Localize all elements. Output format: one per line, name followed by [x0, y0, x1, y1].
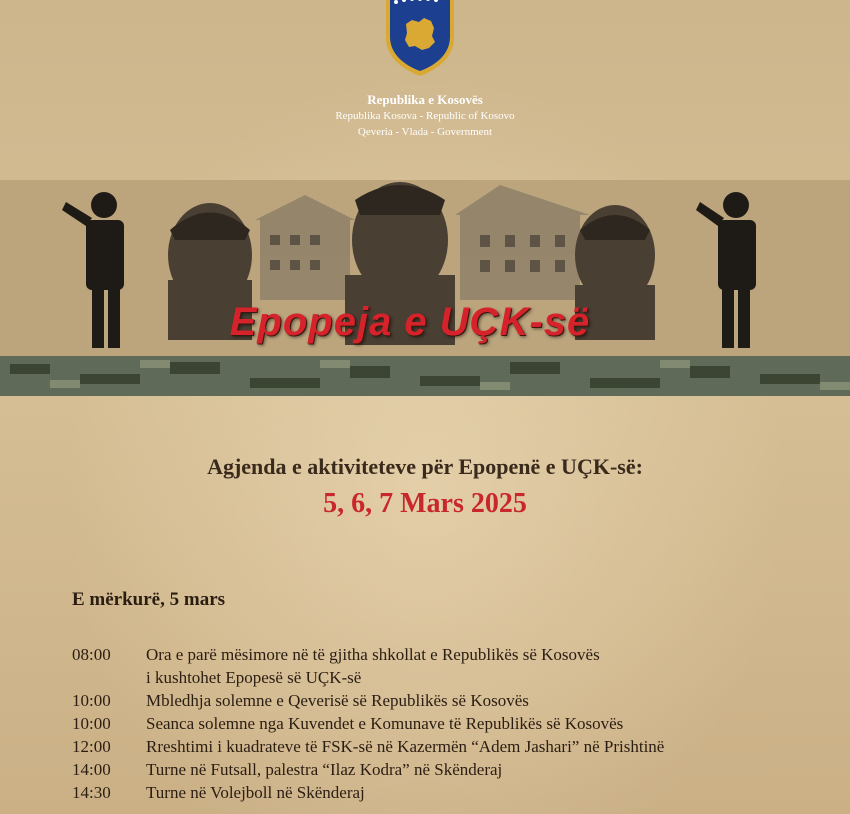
day-heading: E mërkurë, 5 mars	[72, 589, 226, 610]
schedule-time: 10:00	[72, 714, 111, 733]
schedule-item	[72, 689, 832, 712]
schedule-description: Seanca solemne nga Kuvendet e Komunave të Republikës së Kosovës	[146, 714, 624, 733]
agenda-dates: 5, 6, 7 Mars 2025	[323, 488, 527, 519]
schedule-time: 10:00	[72, 691, 111, 710]
schedule-description: Mbledhja solemne e Qeverisë së Republikës së Kosovës	[146, 691, 529, 710]
schedule-item	[72, 666, 832, 689]
schedule-description: Turne në Futsall, palestra “Ilaz Kodra” në Skënderaj	[146, 760, 503, 779]
schedule-time	[72, 666, 146, 689]
republic-subtitle: Republika Kosova - Republic of Kosovo	[335, 110, 515, 122]
government-line: Qeveria - Vlada - Government	[357, 126, 493, 138]
schedule-item	[72, 781, 832, 804]
schedule-list	[72, 643, 832, 804]
schedule-time: 12:00	[72, 737, 111, 756]
banner-illustration	[0, 160, 850, 400]
kosovo-emblem-icon	[382, 0, 458, 76]
schedule-item	[72, 643, 832, 666]
schedule-time: 08:00	[72, 645, 111, 664]
header	[0, 0, 850, 160]
schedule-description: Turne në Volejboll në Skënderaj	[146, 783, 365, 802]
republic-name: Republika e Kosovës	[367, 92, 483, 107]
schedule-time: 14:00	[72, 760, 111, 779]
schedule-description: Ora e parë mësimore në të gjitha shkollat e Republikës së Kosovës	[146, 645, 600, 664]
schedule-time: 14:30	[72, 783, 111, 802]
schedule-item	[72, 735, 832, 758]
schedule-description: i kushtohet Epopesë së UÇK-së	[146, 668, 362, 687]
agenda-title: Agjenda e aktiviteteve për Epopenë e UÇK-së:	[207, 454, 643, 479]
schedule-item	[72, 712, 832, 735]
schedule-item	[72, 758, 832, 781]
schedule-description: Rreshtimi i kuadrateve të FSK-së në Kazermën “Adem Jashari” në Prishtinë	[146, 737, 665, 756]
banner-title: Epopeja e UÇK-së	[229, 300, 591, 344]
